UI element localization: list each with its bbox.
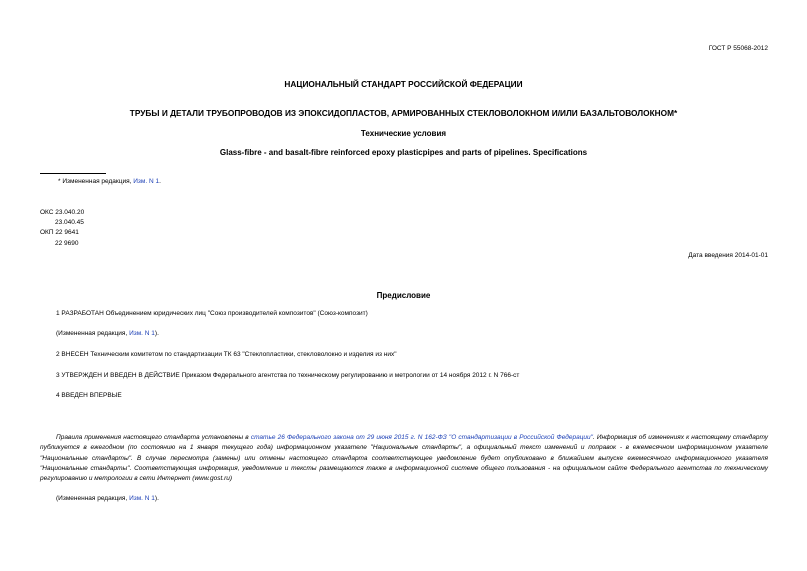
amendment-2-text: (Измененная редакция, [56,495,130,502]
rules-of-application [40,433,768,484]
oks-code-1: ОКС 23.040.20 [40,209,85,216]
rules-text-1: Правила применения настоящего стандарта установлены в [56,434,251,441]
preface-item-1: 1 РАЗРАБОТАН Объединением юридических лиц "Союз производителей композитов" (Союз-композит) [56,310,368,317]
amendment-2-link[interactable]: Изм. N 1 [129,495,155,502]
preface-amendment-link[interactable]: Изм. N 1 [129,330,155,337]
preface-item-2: 2 ВНЕСЕН Техническим комитетом по стандартизации ТК 63 "Стеклопластики, стекловолокно и изделия из них" [56,351,397,358]
okp-code-2: 22 9690 [55,240,79,247]
document-subtitle: Технические условия [360,129,447,138]
amendment-text: (Измененная редакция, [56,330,130,337]
footnote-divider [40,173,106,174]
footnote-text: * Измененная редакция, [58,178,134,185]
footnote [58,178,161,185]
amendment-2-tail: ). [154,495,159,502]
rules-text-2: . Информация об изменениях к настоящему стандарту публикуется в ежегодном (по состоянию на 1 января текущего года) информационном указателе "Национальные стандарты", а официальный текст изменений и поправок - в ежемесячном информационном указателе "Национальные стандарты". В случае пересмотра (замены) или отмены настоящего стандарта соответствующее уведомление будет опубликовано в ближайшем выпуске ежемесячного информационного указателя "Национальные стандарты". Соответствующая информация, уведомление и тексты размещаются также в информационной системе общего пользования - на официальном сайте Федерального агентства по техническому регулированию и метрологии в сети Интернет (www.gost.ru) [40,434,768,483]
preface-title: Предисловие [376,291,431,300]
document-code: ГОСТ Р 55068-2012 [708,45,768,52]
footnote-amendment-link[interactable]: Изм. N 1 [133,178,160,185]
national-standard-title: НАЦИОНАЛЬНЫЙ СТАНДАРТ РОССИЙСКОЙ ФЕДЕРАЦИИ [284,79,523,89]
english-title: Glass-fibre - and basalt-fibre reinforced epoxy plasticpipes and parts of pipelines. Specifications [219,148,588,157]
preface-amendment-note [56,330,159,337]
amendment-tail: ). [154,330,159,337]
document-title: ТРУБЫ И ДЕТАЛИ ТРУБОПРОВОДОВ ИЗ ЭПОКСИДОПЛАСТОВ, АРМИРОВАННЫХ СТЕКЛОВОЛОКНОМ И/ИЛИ БАЗАЛЬТОВОЛОКНОМ* [129,108,678,118]
preface-item-4: 4 ВВЕДЕН ВПЕРВЫЕ [56,392,122,399]
oks-code-2: 23.040.45 [55,219,84,226]
okp-code-1: ОКП 22 9641 [40,229,79,236]
amendment-note-2 [56,495,159,502]
federal-law-link[interactable]: статье 26 Федерального закона от 29 июня 2015 г. N 162-ФЗ "О стандартизации в Российской Федерации" [250,434,593,441]
preface-item-3: 3 УТВЕРЖДЕН И ВВЕДЕН В ДЕЙСТВИЕ Приказом Федерального агентства по техническому регулированию и метрологии от 14 ноября 2012 г. N 766-ст [56,372,520,379]
introduction-date: Дата введения 2014-01-01 [688,252,768,259]
footnote-tail: . [159,178,161,185]
